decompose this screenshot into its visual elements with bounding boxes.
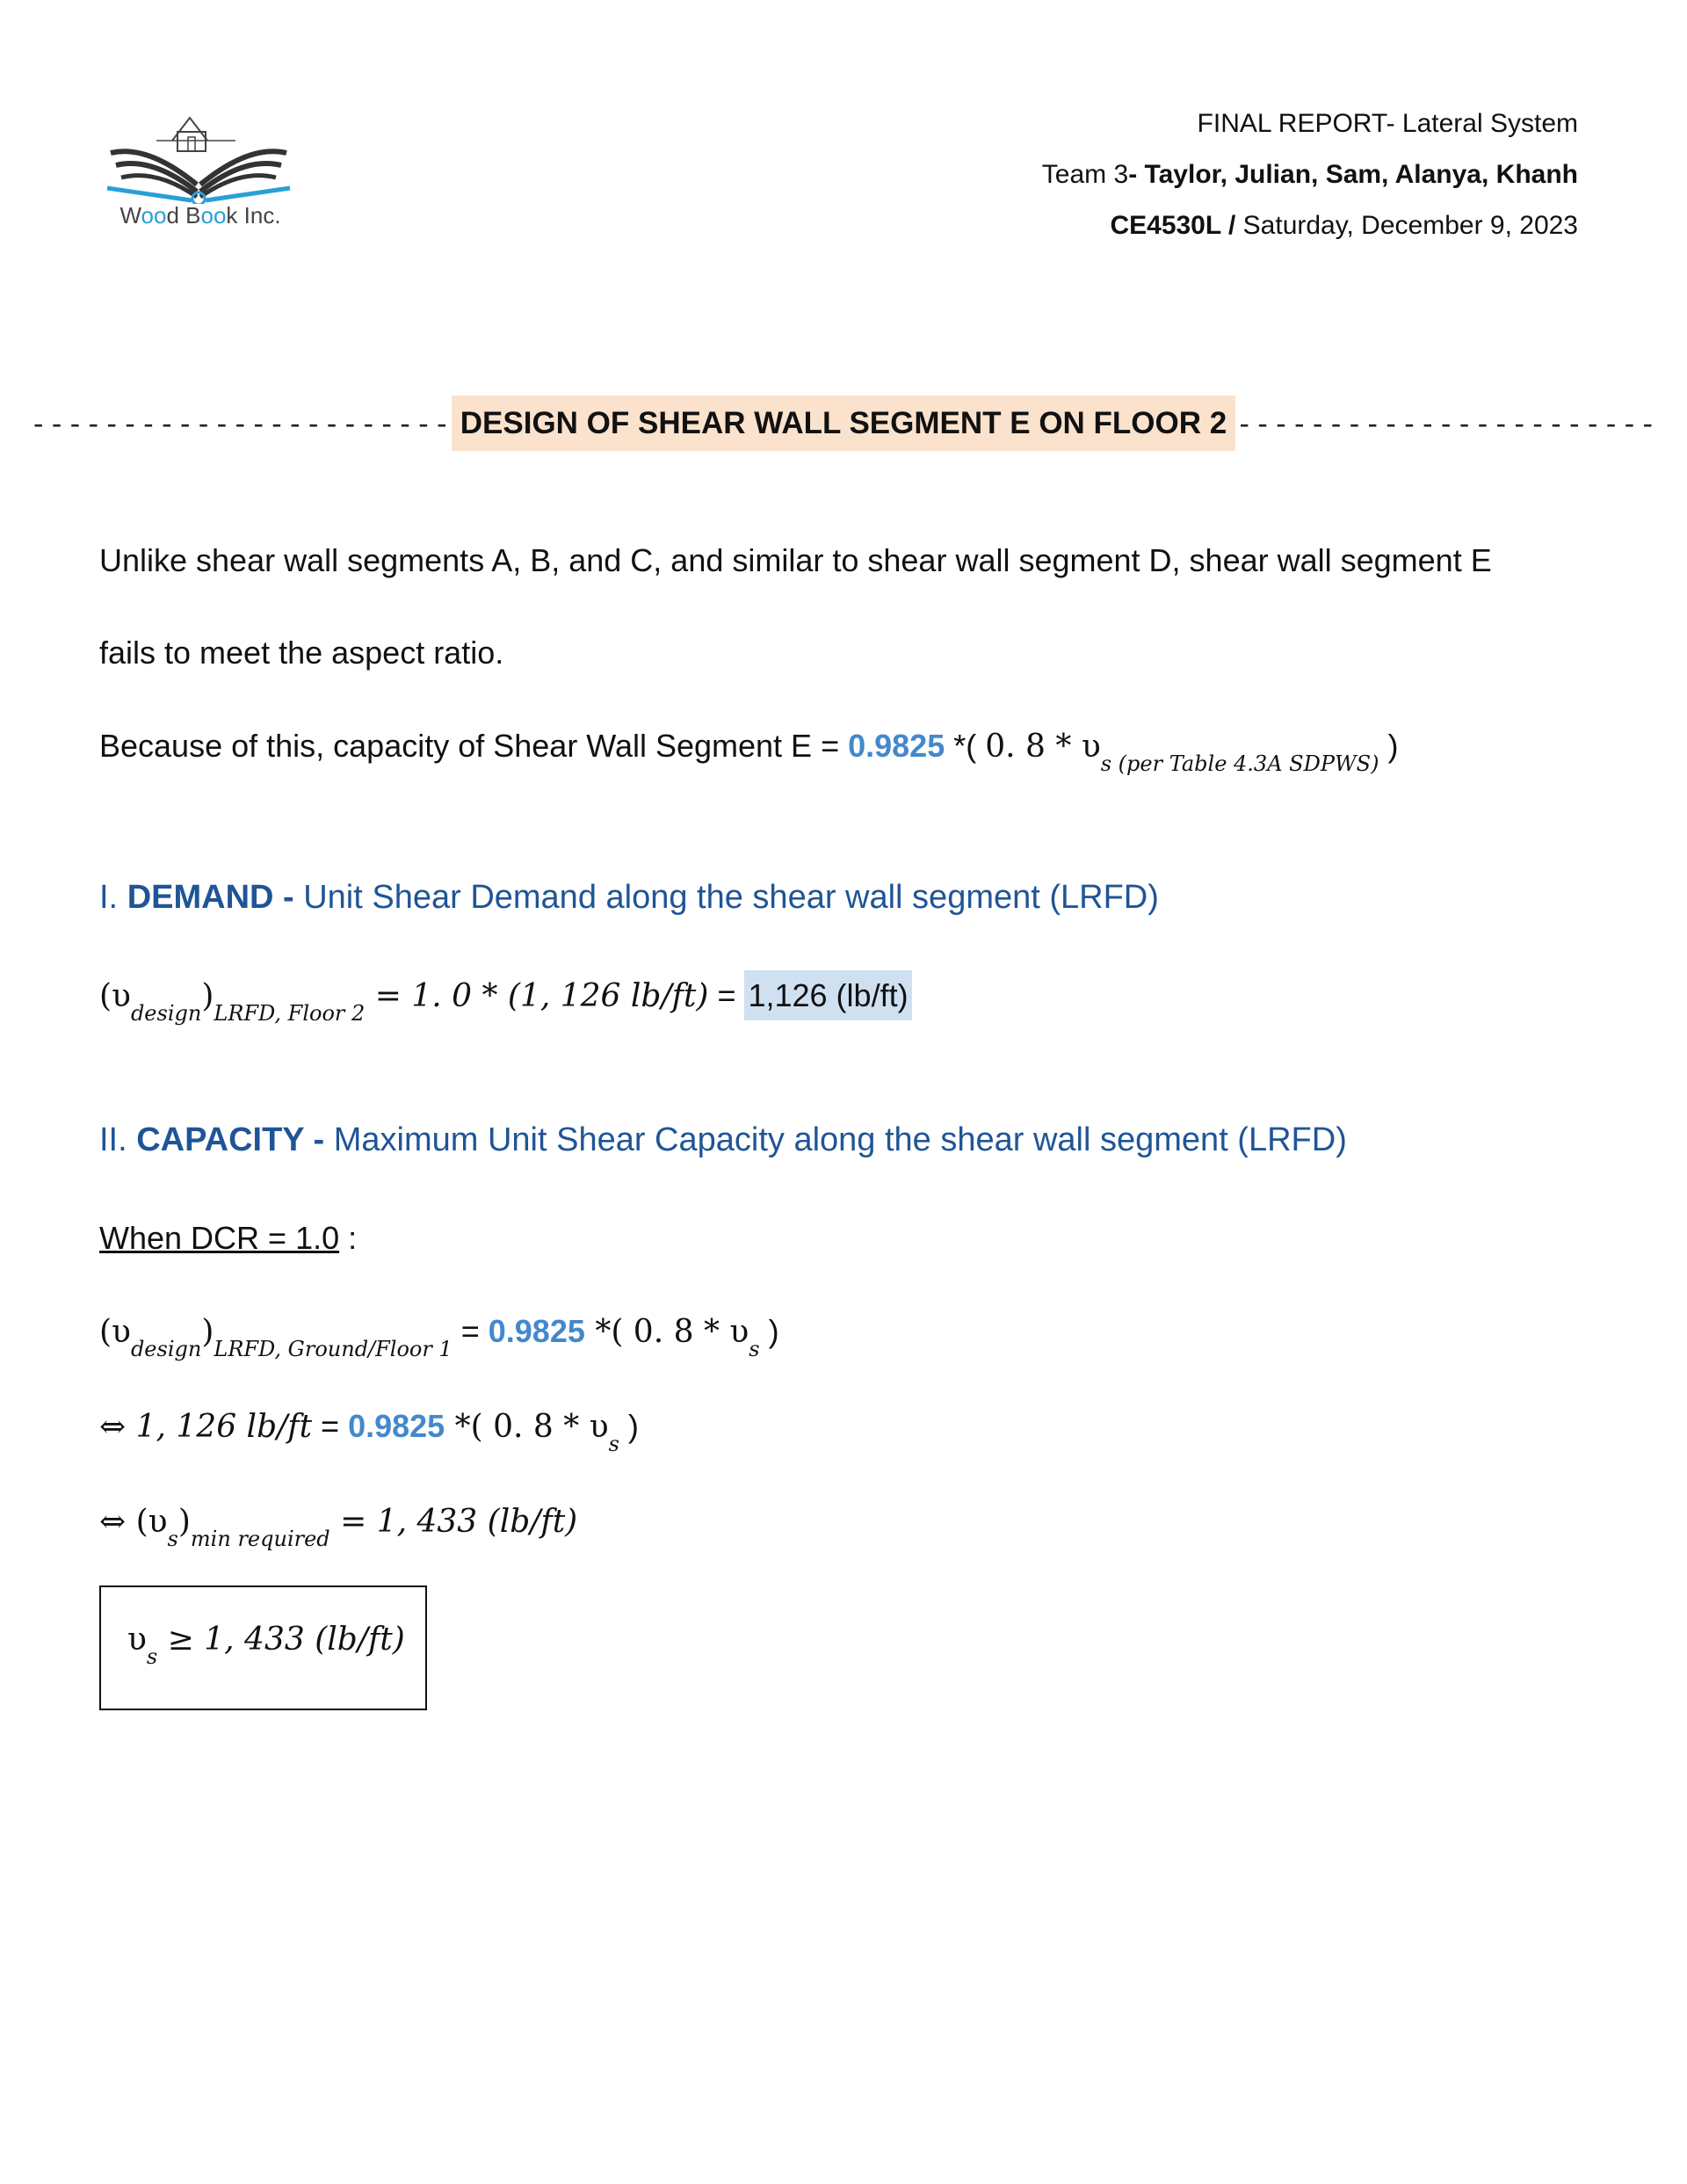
section-title: ----------------------- DESIGN OF SHEAR WALL SEGMENT E ON FLOOR 2 ----------------------- xyxy=(0,406,1687,441)
demand-heading: I. DEMAND - Unit Shear Demand along the shear wall segment (LRFD) xyxy=(99,879,1159,916)
capacity-heading: II. CAPACITY - Maximum Unit Shear Capacity along the shear wall segment (LRFD) xyxy=(99,1121,1347,1158)
section-title-text: DESIGN OF SHEAR WALL SEGMENT E ON FLOOR 2 xyxy=(452,395,1235,451)
demand-equation: $(\upsilon_{design})_{LRFD, Floor 2} = 1$. 0 * (1, 126 lb/ft) = 1,126 (lb/ft) xyxy=(99,977,912,1014)
capacity-statement: Because of this, capacity of Shear Wall Segment E = 0.9825 *( 0. $8 * \upsilon_{s (per Table 4.3A SDPWS)}$ ) xyxy=(99,728,1399,776)
company-logo xyxy=(104,107,297,248)
intro-line-1: Unlike shear wall segments A, B, and C, and similar to shear wall segment D, shear wall segment E xyxy=(99,542,1492,578)
intro-line-2: fails to meet the aspect ratio. xyxy=(99,635,504,671)
capacity-equation-3: ⇔ $(\upsilon_s)_{min required} = 1$, 433 (lb/ft) xyxy=(99,1504,578,1551)
result-inequality: $\upsilon_s \ge 1$, 433 (lb/ft) xyxy=(127,1622,405,1669)
report-title: FINAL REPORT- Lateral System xyxy=(1197,109,1578,138)
capacity-equation-1: $(\upsilon_{design})_{LRFD, Ground/Floor 1} = 0.9825$ *( 0. $8 * \upsilon_s$ ) xyxy=(99,1313,779,1361)
capacity-equation-2: ⇔ 1, 126 lb/ft = 0.9825 *( 0. $8 * \upsilon_s$ ) xyxy=(99,1408,639,1456)
result-box xyxy=(99,1585,427,1710)
logo-text: Wood Book Inc. xyxy=(119,202,281,229)
team-line: Team 3- Taylor, Julian, Sam, Alanya, Khanh xyxy=(1041,160,1578,189)
course-date-line: CE4530L / Saturday, December 9, 2023 xyxy=(1110,211,1578,240)
dcr-condition: When DCR = 1.0 : xyxy=(99,1220,358,1256)
demand-result: 1,126 (lb/ft) xyxy=(744,970,911,1020)
open-book-house-icon xyxy=(104,107,297,204)
